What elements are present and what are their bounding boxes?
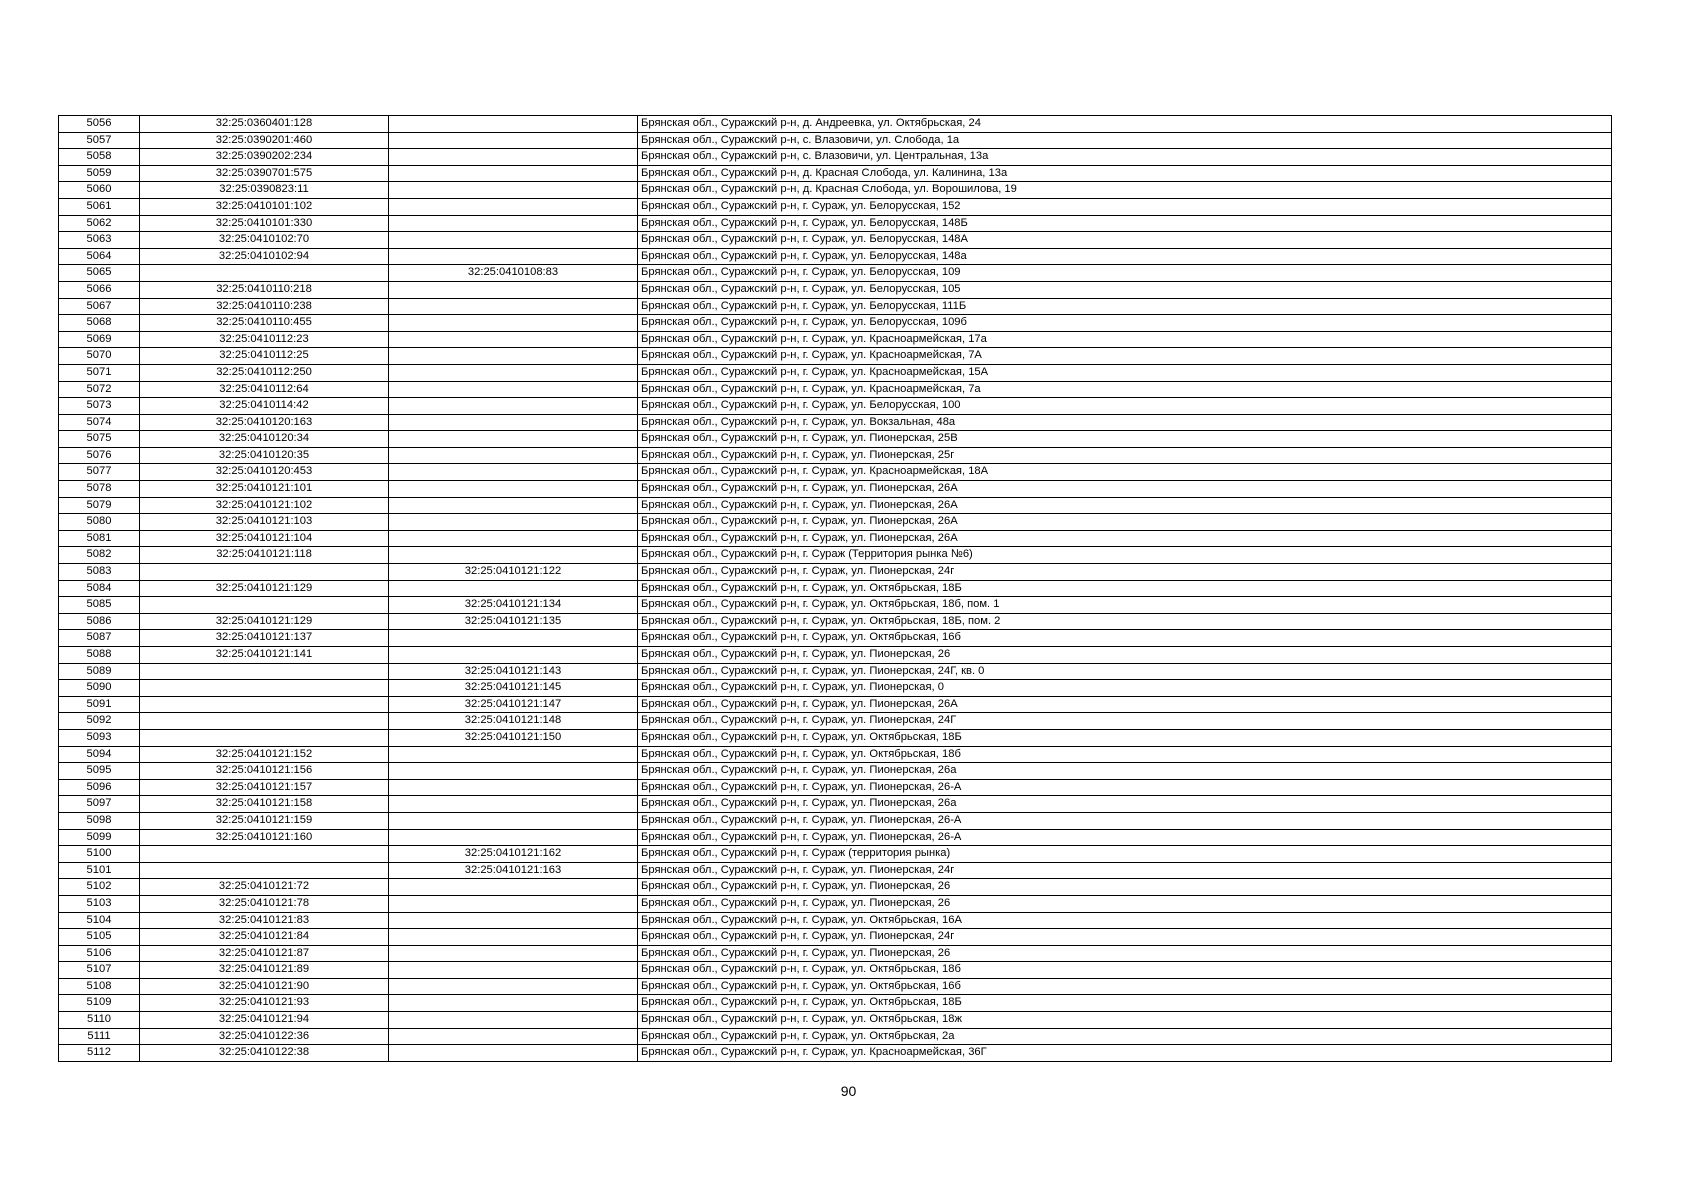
address-cell: Брянская обл., Суражский р-н, г. Сураж, ул. Белорусская, 111Б [638,298,1612,315]
row-number-cell: 5065 [59,265,140,282]
table-row [59,514,1612,531]
table-row [59,1028,1612,1045]
cadastral-number-cell: 32:25:0410121:102 [140,497,389,514]
row-number-cell: 5083 [59,564,140,581]
table-row [59,298,1612,315]
cadastral-number-cell: 32:25:0410102:94 [140,248,389,265]
cadastral-number-cell: 32:25:0410101:330 [140,215,389,232]
related-cadastral-number-cell [389,281,638,298]
table-row [59,796,1612,813]
cadastral-number-cell: 32:25:0410121:78 [140,895,389,912]
row-number-cell: 5072 [59,381,140,398]
cadastral-number-cell: 32:25:0410120:453 [140,464,389,481]
cadastral-number-cell: 32:25:0390701:575 [140,165,389,182]
row-number-cell: 5063 [59,232,140,249]
row-number-cell: 5057 [59,132,140,149]
table-row [59,265,1612,282]
cadastral-number-cell: 32:25:0410121:89 [140,962,389,979]
related-cadastral-number-cell: 32:25:0410108:83 [389,265,638,282]
address-cell: Брянская обл., Суражский р-н, г. Сураж (территория рынка) [638,846,1612,863]
address-cell: Брянская обл., Суражский р-н, г. Сураж, ул. Октябрьская, 16б [638,630,1612,647]
row-number-cell: 5082 [59,547,140,564]
related-cadastral-number-cell [389,514,638,531]
table-row [59,895,1612,912]
address-cell: Брянская обл., Суражский р-н, с. Влазовичи, ул. Слобода, 1а [638,132,1612,149]
table-row [59,215,1612,232]
related-cadastral-number-cell [389,149,638,166]
table-row [59,862,1612,879]
row-number-cell: 5099 [59,829,140,846]
address-cell: Брянская обл., Суражский р-н, г. Сураж, ул. Пионерская, 26А [638,530,1612,547]
cadastral-number-cell [140,564,389,581]
table-row [59,447,1612,464]
address-cell: Брянская обл., Суражский р-н, г. Сураж, ул. Пионерская, 26-А [638,829,1612,846]
table-row [59,116,1612,133]
related-cadastral-number-cell [389,580,638,597]
related-cadastral-number-cell: 32:25:0410121:143 [389,663,638,680]
address-cell: Брянская обл., Суражский р-н, г. Сураж, ул. Белорусская, 105 [638,281,1612,298]
row-number-cell: 5089 [59,663,140,680]
related-cadastral-number-cell: 32:25:0410121:162 [389,846,638,863]
row-number-cell: 5085 [59,597,140,614]
row-number-cell: 5059 [59,165,140,182]
address-cell: Брянская обл., Суражский р-н, г. Сураж, ул. Белорусская, 109б [638,315,1612,332]
related-cadastral-number-cell [389,1045,638,1062]
table-row [59,248,1612,265]
row-number-cell: 5106 [59,945,140,962]
address-cell: Брянская обл., Суражский р-н, г. Сураж (Территория рынка №6) [638,547,1612,564]
related-cadastral-number-cell [389,298,638,315]
table-row [59,962,1612,979]
address-cell: Брянская обл., Суражский р-н, г. Сураж, ул. Пионерская, 24Г [638,713,1612,730]
table-row [59,746,1612,763]
row-number-cell: 5080 [59,514,140,531]
row-number-cell: 5091 [59,696,140,713]
address-cell: Брянская обл., Суражский р-н, г. Сураж, ул. Белорусская, 148Б [638,215,1612,232]
address-cell: Брянская обл., Суражский р-н, г. Сураж, ул. Белорусская, 100 [638,398,1612,415]
cadastral-number-cell: 32:25:0410120:163 [140,414,389,431]
related-cadastral-number-cell [389,447,638,464]
row-number-cell: 5090 [59,680,140,697]
row-number-cell: 5086 [59,613,140,630]
table-row [59,198,1612,215]
related-cadastral-number-cell [389,812,638,829]
table-row [59,149,1612,166]
related-cadastral-number-cell: 32:25:0410121:147 [389,696,638,713]
cadastral-number-cell: 32:25:0410102:70 [140,232,389,249]
cadastral-number-cell: 32:25:0410121:83 [140,912,389,929]
table-row [59,348,1612,365]
address-cell: Брянская обл., Суражский р-н, г. Сураж, ул. Октябрьская, 18ж [638,1012,1612,1029]
address-cell: Брянская обл., Суражский р-н, г. Сураж, ул. Пионерская, 26 [638,895,1612,912]
row-number-cell: 5105 [59,929,140,946]
cadastral-number-cell: 32:25:0410110:238 [140,298,389,315]
related-cadastral-number-cell: 32:25:0410121:135 [389,613,638,630]
cadastral-number-cell: 32:25:0410122:38 [140,1045,389,1062]
address-cell: Брянская обл., Суражский р-н, г. Сураж, ул. Пионерская, 26а [638,796,1612,813]
address-cell: Брянская обл., Суражский р-н, г. Сураж, ул. Белорусская, 148а [638,248,1612,265]
related-cadastral-number-cell [389,248,638,265]
cadastral-number-cell: 32:25:0410114:42 [140,398,389,415]
table-row [59,315,1612,332]
cadastral-number-cell [140,696,389,713]
cadastral-number-cell: 32:25:0410121:84 [140,929,389,946]
row-number-cell: 5112 [59,1045,140,1062]
related-cadastral-number-cell [389,547,638,564]
table-row [59,414,1612,431]
table-row [59,945,1612,962]
row-number-cell: 5093 [59,729,140,746]
table-row [59,929,1612,946]
address-cell: Брянская обл., Суражский р-н, г. Сураж, ул. Октябрьская, 16б [638,978,1612,995]
table-row [59,763,1612,780]
row-number-cell: 5088 [59,647,140,664]
related-cadastral-number-cell [389,929,638,946]
related-cadastral-number-cell [389,746,638,763]
related-cadastral-number-cell: 32:25:0410121:150 [389,729,638,746]
related-cadastral-number-cell [389,497,638,514]
table-row [59,132,1612,149]
address-cell: Брянская обл., Суражский р-н, г. Сураж, ул. Октябрьская, 18б [638,962,1612,979]
table-row [59,812,1612,829]
row-number-cell: 5062 [59,215,140,232]
address-cell: Брянская обл., Суражский р-н, г. Сураж, ул. Пионерская, 26 [638,647,1612,664]
related-cadastral-number-cell [389,763,638,780]
address-cell: Брянская обл., Суражский р-н, г. Сураж, ул. Красноармейская, 18А [638,464,1612,481]
table-row [59,381,1612,398]
cadastral-number-cell: 32:25:0410121:104 [140,530,389,547]
address-cell: Брянская обл., Суражский р-н, г. Сураж, ул. Красноармейская, 36Г [638,1045,1612,1062]
related-cadastral-number-cell [389,978,638,995]
address-cell: Брянская обл., Суражский р-н, г. Сураж, ул. Пионерская, 0 [638,680,1612,697]
cadastral-number-cell: 32:25:0410121:90 [140,978,389,995]
related-cadastral-number-cell [389,331,638,348]
table-row [59,978,1612,995]
related-cadastral-number-cell [389,647,638,664]
cadastral-number-cell: 32:25:0410112:25 [140,348,389,365]
cadastral-number-cell: 32:25:0410121:94 [140,1012,389,1029]
related-cadastral-number-cell [389,779,638,796]
cadastral-number-cell: 32:25:0410110:218 [140,281,389,298]
address-cell: Брянская обл., Суражский р-н, г. Сураж, ул. Белорусская, 148А [638,232,1612,249]
table-row [59,630,1612,647]
address-cell: Брянская обл., Суражский р-н, г. Сураж, ул. Октябрьская, 18Б [638,729,1612,746]
cadastral-number-cell: 32:25:0410121:72 [140,879,389,896]
related-cadastral-number-cell [389,829,638,846]
row-number-cell: 5104 [59,912,140,929]
related-cadastral-number-cell [389,232,638,249]
row-number-cell: 5102 [59,879,140,896]
address-cell: Брянская обл., Суражский р-н, г. Сураж, ул. Пионерская, 24г [638,929,1612,946]
table-row [59,431,1612,448]
table-row [59,663,1612,680]
row-number-cell: 5097 [59,796,140,813]
related-cadastral-number-cell [389,995,638,1012]
cadastral-number-cell: 32:25:0410121:103 [140,514,389,531]
address-cell: Брянская обл., Суражский р-н, д. Красная Слобода, ул. Калинина, 13а [638,165,1612,182]
row-number-cell: 5071 [59,364,140,381]
related-cadastral-number-cell [389,530,638,547]
related-cadastral-number-cell [389,348,638,365]
cadastral-number-cell: 32:25:0410121:159 [140,812,389,829]
table-row [59,165,1612,182]
table-row [59,680,1612,697]
table-row [59,912,1612,929]
cadastral-number-cell [140,265,389,282]
cadastral-number-cell: 32:25:0410101:102 [140,198,389,215]
cadastral-number-cell [140,729,389,746]
row-number-cell: 5109 [59,995,140,1012]
cadastral-number-cell: 32:25:0410121:152 [140,746,389,763]
table-row [59,530,1612,547]
table-row [59,829,1612,846]
cadastral-number-cell [140,597,389,614]
cadastral-number-cell: 32:25:0410120:34 [140,431,389,448]
cadastral-number-cell: 32:25:0410121:129 [140,580,389,597]
address-cell: Брянская обл., Суражский р-н, г. Сураж, ул. Красноармейская, 7А [638,348,1612,365]
row-number-cell: 5087 [59,630,140,647]
related-cadastral-number-cell [389,198,638,215]
address-cell: Брянская обл., Суражский р-н, д. Андреевка, ул. Октябрьская, 24 [638,116,1612,133]
address-cell: Брянская обл., Суражский р-н, г. Сураж, ул. Красноармейская, 7а [638,381,1612,398]
table-row [59,364,1612,381]
registry-table-body [59,116,1612,1062]
row-number-cell: 5060 [59,182,140,199]
cadastral-number-cell: 32:25:0360401:128 [140,116,389,133]
related-cadastral-number-cell [389,116,638,133]
row-number-cell: 5084 [59,580,140,597]
related-cadastral-number-cell [389,464,638,481]
row-number-cell: 5067 [59,298,140,315]
registry-table [58,115,1612,1062]
table-row [59,497,1612,514]
address-cell: Брянская обл., Суражский р-н, г. Сураж, ул. Октябрьская, 2а [638,1028,1612,1045]
related-cadastral-number-cell [389,215,638,232]
address-cell: Брянская обл., Суражский р-н, г. Сураж, ул. Вокзальная, 48а [638,414,1612,431]
table-row [59,846,1612,863]
related-cadastral-number-cell: 32:25:0410121:148 [389,713,638,730]
table-row [59,464,1612,481]
row-number-cell: 5064 [59,248,140,265]
table-row [59,995,1612,1012]
cadastral-number-cell: 32:25:0410121:160 [140,829,389,846]
row-number-cell: 5069 [59,331,140,348]
row-number-cell: 5073 [59,398,140,415]
cadastral-number-cell: 32:25:0410112:250 [140,364,389,381]
address-cell: Брянская обл., Суражский р-н, г. Сураж, ул. Пионерская, 26 [638,879,1612,896]
related-cadastral-number-cell [389,381,638,398]
table-row [59,331,1612,348]
address-cell: Брянская обл., Суражский р-н, г. Сураж, ул. Пионерская, 26А [638,497,1612,514]
cadastral-number-cell: 32:25:0390201:460 [140,132,389,149]
cadastral-number-cell: 32:25:0390202:234 [140,149,389,166]
address-cell: Брянская обл., Суражский р-н, г. Сураж, ул. Пионерская, 25В [638,431,1612,448]
table-row [59,713,1612,730]
address-cell: Брянская обл., Суражский р-н, г. Сураж, ул. Пионерская, 26-А [638,779,1612,796]
row-number-cell: 5081 [59,530,140,547]
table-row [59,564,1612,581]
address-cell: Брянская обл., Суражский р-н, г. Сураж, ул. Красноармейская, 15А [638,364,1612,381]
row-number-cell: 5068 [59,315,140,332]
related-cadastral-number-cell: 32:25:0410121:134 [389,597,638,614]
cadastral-number-cell: 32:25:0410120:35 [140,447,389,464]
table-row [59,879,1612,896]
row-number-cell: 5061 [59,198,140,215]
row-number-cell: 5076 [59,447,140,464]
cadastral-number-cell [140,846,389,863]
related-cadastral-number-cell [389,962,638,979]
address-cell: Брянская обл., Суражский р-н, г. Сураж, ул. Октябрьская, 18б [638,746,1612,763]
row-number-cell: 5074 [59,414,140,431]
address-cell: Брянская обл., Суражский р-н, г. Сураж, ул. Октябрьская, 16А [638,912,1612,929]
address-cell: Брянская обл., Суражский р-н, г. Сураж, ул. Пионерская, 26-А [638,812,1612,829]
cadastral-number-cell: 32:25:0410112:64 [140,381,389,398]
related-cadastral-number-cell [389,912,638,929]
related-cadastral-number-cell [389,1012,638,1029]
row-number-cell: 5094 [59,746,140,763]
related-cadastral-number-cell [389,182,638,199]
row-number-cell: 5103 [59,895,140,912]
table-row [59,729,1612,746]
cadastral-number-cell: 32:25:0410121:129 [140,613,389,630]
table-row [59,779,1612,796]
cadastral-number-cell: 32:25:0410121:141 [140,647,389,664]
related-cadastral-number-cell [389,481,638,498]
related-cadastral-number-cell: 32:25:0410121:145 [389,680,638,697]
row-number-cell: 5101 [59,862,140,879]
table-row [59,696,1612,713]
address-cell: Брянская обл., Суражский р-н, с. Влазовичи, ул. Центральная, 13а [638,149,1612,166]
cadastral-number-cell: 32:25:0410121:118 [140,547,389,564]
address-cell: Брянская обл., Суражский р-н, г. Сураж, ул. Пионерская, 26а [638,763,1612,780]
row-number-cell: 5066 [59,281,140,298]
row-number-cell: 5056 [59,116,140,133]
table-row [59,597,1612,614]
address-cell: Брянская обл., Суражский р-н, г. Сураж, ул. Октябрьская, 18Б, пом. 2 [638,613,1612,630]
row-number-cell: 5078 [59,481,140,498]
cadastral-number-cell [140,680,389,697]
related-cadastral-number-cell: 32:25:0410121:163 [389,862,638,879]
table-row [59,182,1612,199]
table-row [59,580,1612,597]
address-cell: Брянская обл., Суражский р-н, г. Сураж, ул. Октябрьская, 18Б [638,995,1612,1012]
table-row [59,647,1612,664]
table-row [59,232,1612,249]
cadastral-number-cell: 32:25:0390823:11 [140,182,389,199]
address-cell: Брянская обл., Суражский р-н, г. Сураж, ул. Белорусская, 109 [638,265,1612,282]
address-cell: Брянская обл., Суражский р-н, г. Сураж, ул. Пионерская, 26А [638,481,1612,498]
cadastral-number-cell: 32:25:0410121:158 [140,796,389,813]
address-cell: Брянская обл., Суражский р-н, г. Сураж, ул. Белорусская, 152 [638,198,1612,215]
related-cadastral-number-cell [389,1028,638,1045]
cadastral-number-cell: 32:25:0410121:156 [140,763,389,780]
related-cadastral-number-cell [389,431,638,448]
cadastral-number-cell: 32:25:0410112:23 [140,331,389,348]
address-cell: Брянская обл., Суражский р-н, г. Сураж, ул. Октябрьская, 18б, пом. 1 [638,597,1612,614]
cadastral-number-cell: 32:25:0410121:93 [140,995,389,1012]
related-cadastral-number-cell [389,364,638,381]
related-cadastral-number-cell [389,895,638,912]
cadastral-number-cell: 32:25:0410110:455 [140,315,389,332]
related-cadastral-number-cell [389,414,638,431]
related-cadastral-number-cell [389,945,638,962]
address-cell: Брянская обл., Суражский р-н, г. Сураж, ул. Пионерская, 26А [638,514,1612,531]
cadastral-number-cell: 32:25:0410122:36 [140,1028,389,1045]
row-number-cell: 5075 [59,431,140,448]
cadastral-number-cell [140,713,389,730]
address-cell: Брянская обл., Суражский р-н, г. Сураж, ул. Пионерская, 25г [638,447,1612,464]
related-cadastral-number-cell [389,796,638,813]
cadastral-number-cell: 32:25:0410121:101 [140,481,389,498]
address-cell: Брянская обл., Суражский р-н, д. Красная Слобода, ул. Ворошилова, 19 [638,182,1612,199]
table-row [59,547,1612,564]
address-cell: Брянская обл., Суражский р-н, г. Сураж, ул. Пионерская, 26 [638,945,1612,962]
row-number-cell: 5098 [59,812,140,829]
cadastral-number-cell [140,862,389,879]
table-row [59,481,1612,498]
table-row [59,1045,1612,1062]
row-number-cell: 5077 [59,464,140,481]
page-number: 90 [840,1083,857,1099]
cadastral-number-cell: 32:25:0410121:87 [140,945,389,962]
related-cadastral-number-cell: 32:25:0410121:122 [389,564,638,581]
cadastral-number-cell: 32:25:0410121:137 [140,630,389,647]
address-cell: Брянская обл., Суражский р-н, г. Сураж, ул. Пионерская, 26А [638,696,1612,713]
row-number-cell: 5111 [59,1028,140,1045]
table-row [59,281,1612,298]
table-row [59,398,1612,415]
address-cell: Брянская обл., Суражский р-н, г. Сураж, ул. Пионерская, 24Г, кв. 0 [638,663,1612,680]
related-cadastral-number-cell [389,879,638,896]
table-row [59,1012,1612,1029]
related-cadastral-number-cell [389,165,638,182]
cadastral-number-cell: 32:25:0410121:157 [140,779,389,796]
row-number-cell: 5095 [59,763,140,780]
address-cell: Брянская обл., Суражский р-н, г. Сураж, ул. Красноармейская, 17а [638,331,1612,348]
address-cell: Брянская обл., Суражский р-н, г. Сураж, ул. Пионерская, 24г [638,862,1612,879]
row-number-cell: 5058 [59,149,140,166]
related-cadastral-number-cell [389,315,638,332]
row-number-cell: 5079 [59,497,140,514]
related-cadastral-number-cell [389,630,638,647]
row-number-cell: 5070 [59,348,140,365]
row-number-cell: 5096 [59,779,140,796]
row-number-cell: 5092 [59,713,140,730]
table-row [59,613,1612,630]
related-cadastral-number-cell [389,398,638,415]
address-cell: Брянская обл., Суражский р-н, г. Сураж, ул. Пионерская, 24г [638,564,1612,581]
address-cell: Брянская обл., Суражский р-н, г. Сураж, ул. Октябрьская, 18Б [638,580,1612,597]
row-number-cell: 5110 [59,1012,140,1029]
cadastral-number-cell [140,663,389,680]
related-cadastral-number-cell [389,132,638,149]
row-number-cell: 5100 [59,846,140,863]
row-number-cell: 5108 [59,978,140,995]
row-number-cell: 5107 [59,962,140,979]
